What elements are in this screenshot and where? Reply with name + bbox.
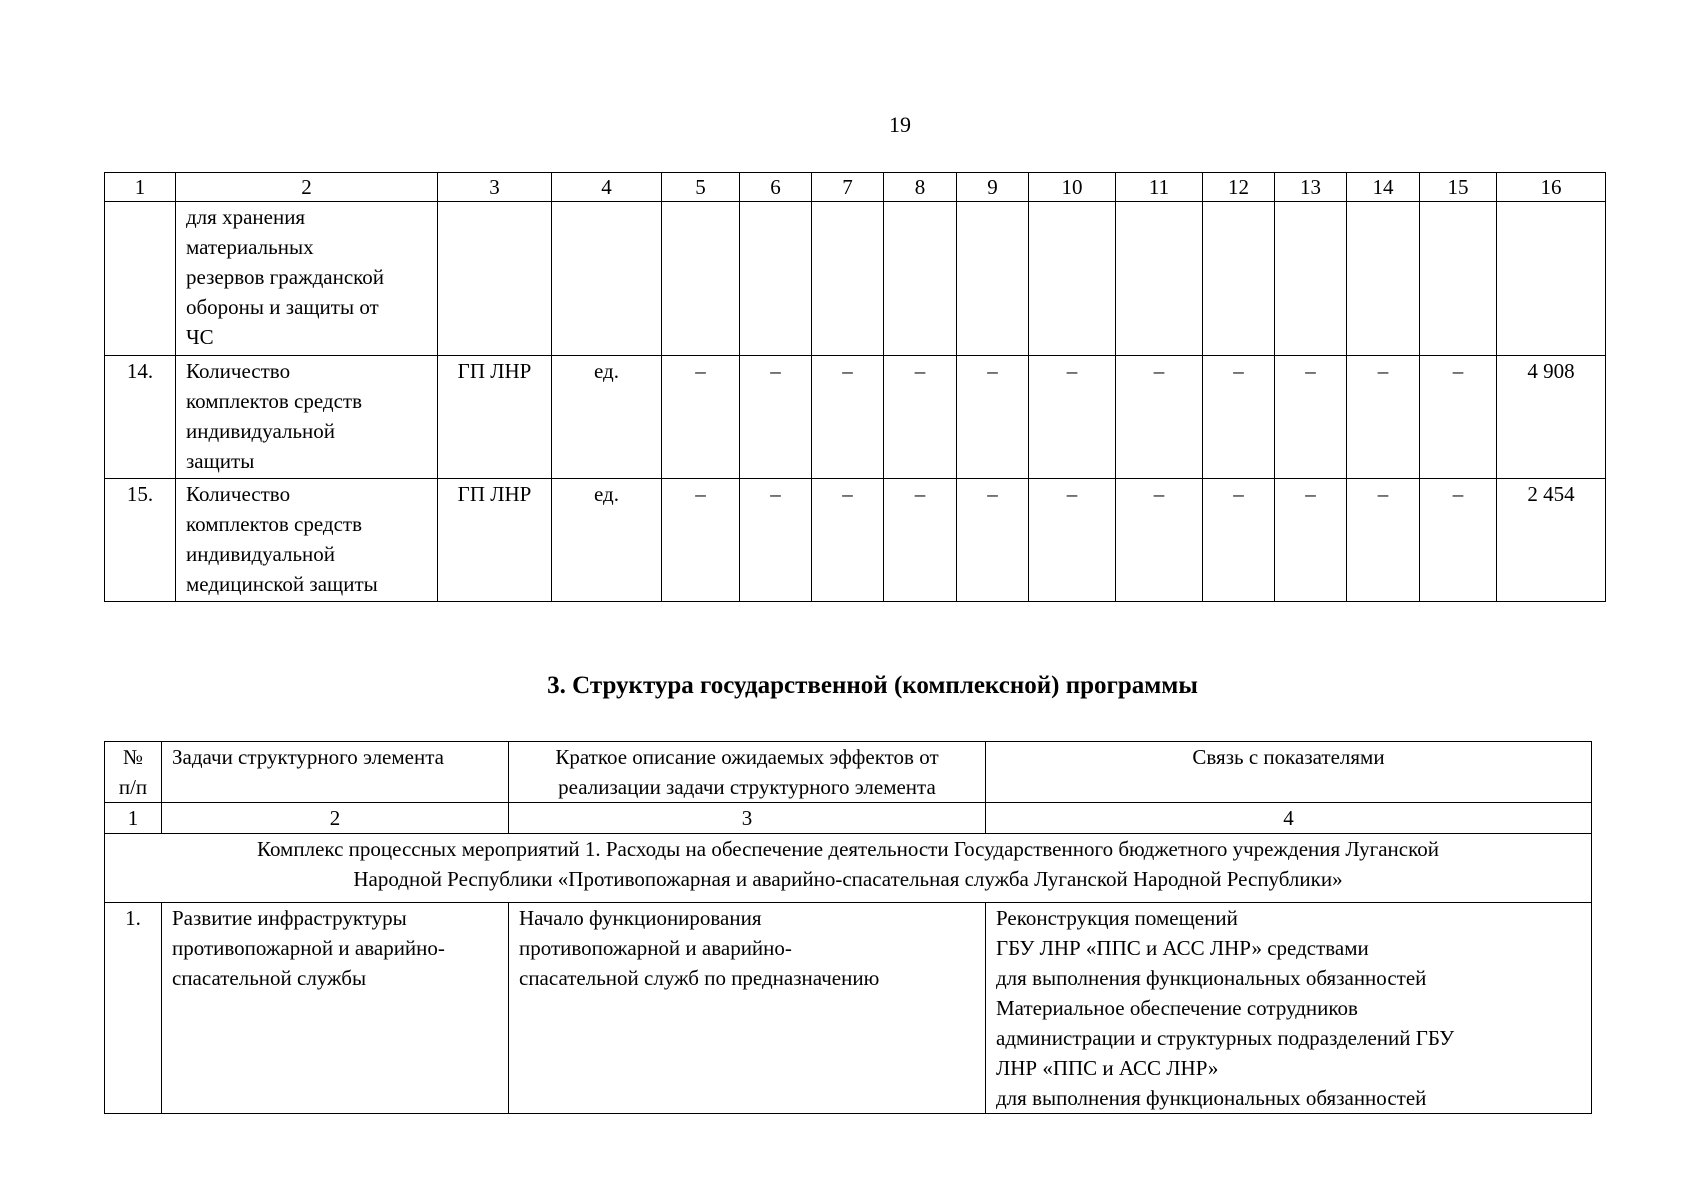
value-cell: –	[662, 356, 740, 479]
table-row	[105, 202, 1606, 356]
header-cell: 8	[884, 173, 957, 202]
unit-cell: ед.	[552, 479, 662, 602]
table-cell	[812, 202, 884, 356]
task-cell: Развитие инфраструктуры противопожарной и аварийно- спасательной службы	[162, 903, 509, 1114]
table-cell	[1275, 202, 1347, 356]
table-row	[105, 356, 1606, 479]
responsible-cell: ГП ЛНР	[438, 356, 552, 479]
value-cell: –	[1347, 356, 1420, 479]
row-number-cell	[105, 202, 176, 356]
table-cell	[1420, 202, 1497, 356]
table-cell	[884, 202, 957, 356]
value-cell: –	[957, 479, 1029, 602]
unit-cell: ед.	[552, 356, 662, 479]
indicator-name-cell: для хранения материальных резервов гражданской обороны и защиты от ЧС	[176, 202, 438, 356]
header-cell: 13	[1275, 173, 1347, 202]
section-title: 3. Структура государственной (комплексной) программы	[547, 672, 1198, 699]
header-cell: 1	[105, 173, 176, 202]
table-header-row	[105, 173, 1606, 202]
header-cell: 7	[812, 173, 884, 202]
value-cell: –	[812, 356, 884, 479]
header-cell: 3	[438, 173, 552, 202]
value-cell: –	[957, 356, 1029, 479]
indicator-name-cell: Количество комплектов средств индивидуальной медицинской защиты	[176, 479, 438, 602]
value-cell: –	[1116, 356, 1203, 479]
table-header-row	[105, 742, 1592, 803]
table-row	[105, 903, 1592, 1114]
value-cell: –	[1420, 479, 1497, 602]
effect-cell: Начало функционирования противопожарной и аварийно- спасательной служб по предназначению	[509, 903, 986, 1114]
table-cell	[1497, 202, 1606, 356]
header-cell: 5	[662, 173, 740, 202]
value-cell: –	[1029, 356, 1116, 479]
header-cell: 2	[176, 173, 438, 202]
table-row	[105, 479, 1606, 602]
column-number-cell: 4	[986, 803, 1592, 834]
table-cell	[1116, 202, 1203, 356]
header-cell-effects: Краткое описание ожидаемых эффектов от реализации задачи структурного элемента	[509, 742, 986, 803]
value-cell: –	[740, 356, 812, 479]
header-cell: 15	[1420, 173, 1497, 202]
header-cell: 4	[552, 173, 662, 202]
header-cell: 10	[1029, 173, 1116, 202]
row-number-cell: 14.	[105, 356, 176, 479]
value-cell: 2 454	[1497, 479, 1606, 602]
complex-title-row	[105, 834, 1592, 903]
table-cell	[957, 202, 1029, 356]
value-cell: –	[1275, 479, 1347, 602]
value-cell: –	[884, 356, 957, 479]
structure-table	[104, 741, 1592, 1114]
column-number-cell: 1	[105, 803, 162, 834]
header-cell: 11	[1116, 173, 1203, 202]
header-cell: 9	[957, 173, 1029, 202]
value-cell: –	[1203, 479, 1275, 602]
table-cell	[438, 202, 552, 356]
value-cell: –	[1347, 479, 1420, 602]
header-cell: 6	[740, 173, 812, 202]
table-cell	[740, 202, 812, 356]
complex-title-cell: Комплекс процессных мероприятий 1. Расходы на обеспечение деятельности Государственного бюджетного учреждения Луганской Народной Республики «Противопожарная и аварийно-спасательная служба Луганской Народной Республики»	[105, 834, 1592, 903]
column-number-cell: 2	[162, 803, 509, 834]
row-number-cell: 1.	[105, 903, 162, 1114]
table-cell	[1029, 202, 1116, 356]
table-cell	[662, 202, 740, 356]
value-cell: –	[1203, 356, 1275, 479]
page-number: 19	[889, 112, 911, 137]
value-cell: –	[740, 479, 812, 602]
row-number-cell: 15.	[105, 479, 176, 602]
indicator-link-cell: Реконструкция помещений ГБУ ЛНР «ППС и АСС ЛНР» средствами для выполнения функциональных обязанностей Материальное обеспечение сотрудников администрации и структурных подразделений ГБУ ЛНР «ППС и АСС ЛНР» для выполнения функциональных обязанностей	[986, 903, 1592, 1114]
value-cell: –	[1029, 479, 1116, 602]
column-number-cell: 3	[509, 803, 986, 834]
value-cell: 4 908	[1497, 356, 1606, 479]
header-cell-indicators-link: Связь с показателями	[986, 742, 1592, 803]
value-cell: –	[884, 479, 957, 602]
header-cell: 16	[1497, 173, 1606, 202]
table-cell	[1203, 202, 1275, 356]
table-cell	[1347, 202, 1420, 356]
header-cell-number: № п/п	[105, 742, 162, 803]
value-cell: –	[1275, 356, 1347, 479]
value-cell: –	[812, 479, 884, 602]
value-cell: –	[1420, 356, 1497, 479]
header-cell-tasks: Задачи структурного элемента	[162, 742, 509, 803]
header-cell: 14	[1347, 173, 1420, 202]
indicators-table	[104, 172, 1606, 602]
indicator-name-cell: Количество комплектов средств индивидуальной защиты	[176, 356, 438, 479]
column-numbers-row	[105, 803, 1592, 834]
header-cell: 12	[1203, 173, 1275, 202]
value-cell: –	[1116, 479, 1203, 602]
table-cell	[552, 202, 662, 356]
value-cell: –	[662, 479, 740, 602]
responsible-cell: ГП ЛНР	[438, 479, 552, 602]
